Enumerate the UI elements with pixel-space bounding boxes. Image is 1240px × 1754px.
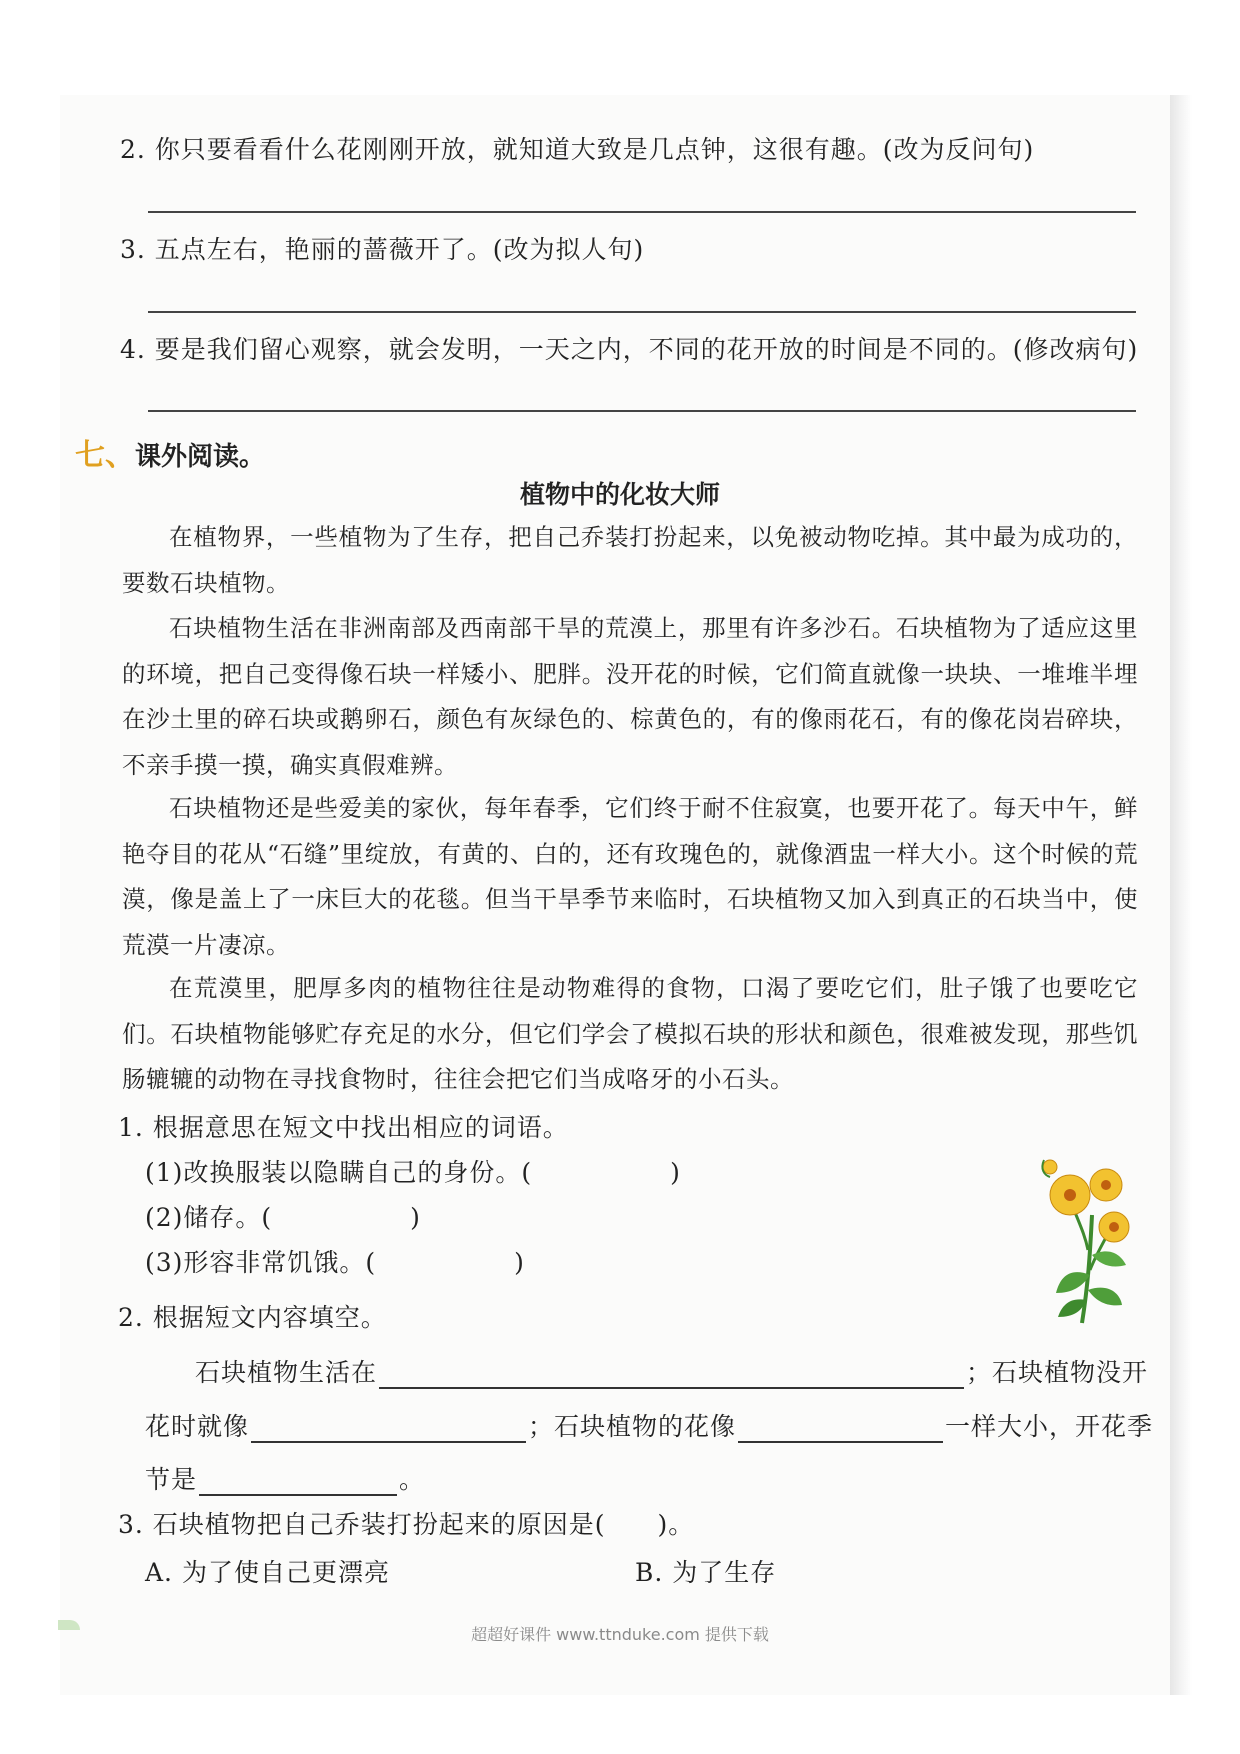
item-1-label: (1)改换服装以隐瞒自己的身份。( — [145, 1158, 533, 1187]
answer-line-3[interactable] — [148, 311, 1136, 313]
question-2-line-1 — [195, 1353, 1148, 1389]
question-1-item-1 — [145, 1153, 681, 1189]
q2-blank-2[interactable] — [251, 1415, 526, 1443]
passage-paragraph-2: 石块植物生活在非洲南部及西南部干旱的荒漠上，那里有许多沙石。石块植物为了适应这里的环境，把自己变得像石块一样矮小、肥胖。没开花的时候，它们简直就像一块块、一堆堆半埋在沙土里的碎石块或鹅卵石，颜色有灰绿色的、棕黄色的，有的像雨花石，有的像花岗岩碎块，不亲手摸一摸，确实真假难辨。 — [122, 614, 1138, 779]
question-1-stem: 1. 根据意思在短文中找出相应的词语。 — [118, 1113, 569, 1142]
item-2-close: ) — [410, 1203, 421, 1232]
q2-text-6: 节是 — [145, 1465, 198, 1494]
passage-paragraph-4: 在荒漠里，肥厚多肉的植物往往是动物难得的食物，口渴了要吃它们，肚子饿了也要吃它们。石块植物能够贮存充足的水分，但它们学会了模拟石块的形状和颜色，很难被发现，那些饥肠辘辘的动物在寻找食物时，往往会把它们当成咯牙的小石头。 — [122, 974, 1138, 1093]
page-edge-shadow — [1170, 95, 1192, 1695]
option-b[interactable]: B. 为了生存 — [635, 1558, 777, 1587]
rewrite-item-3: 3. 五点左右，艳丽的蔷薇开了。(改为拟人句) — [120, 235, 645, 264]
q2-blank-3[interactable] — [738, 1415, 943, 1443]
question-3-stem: 3. 石块植物把自己乔装打扮起来的原因是( )。 — [118, 1510, 695, 1539]
q2-blank-4[interactable] — [199, 1468, 397, 1496]
question-2-line-3 — [145, 1460, 425, 1496]
rewrite-item-2: 2. 你只要看看什么花刚刚开放，就知道大致是几点钟，这很有趣。(改为反问句) — [120, 135, 1035, 164]
footer-watermark: 超超好课件 www.ttnduke.com 提供下载 — [471, 1625, 769, 1644]
item-3-close: ) — [514, 1248, 525, 1277]
answer-line-4[interactable] — [148, 410, 1136, 412]
chrysanthemum-flower-icon — [1030, 1155, 1140, 1325]
q2-text-3: 花时就像 — [145, 1412, 250, 1441]
item-1-close: ) — [670, 1158, 681, 1187]
passage-paragraph-3: 石块植物还是些爱美的家伙，每年春季，它们终于耐不住寂寞，也要开花了。每天中午，鲜艳夺目的花从“石缝”里绽放，有黄的、白的，还有玫瑰色的，就像酒盅一样大小。这个时候的荒漠，像是盖上了一床巨大的花毯。但当干旱季节来临时，石块植物又加入到真正的石块当中，使荒漠一片凄凉。 — [122, 794, 1138, 959]
q2-text-1: 石块植物生活在 — [195, 1358, 378, 1387]
answer-line-2[interactable] — [148, 211, 1136, 213]
option-a[interactable]: A. 为了使自己更漂亮 — [145, 1558, 390, 1587]
q2-text-5: 一样大小，开花季 — [945, 1412, 1154, 1441]
q2-text-2: ；石块植物没开 — [966, 1358, 1149, 1387]
section-title-text: 课外阅读。 — [135, 442, 266, 472]
question-1-item-3 — [145, 1243, 525, 1279]
question-2-line-2 — [145, 1407, 1153, 1443]
rewrite-item-4: 4. 要是我们留心观察，就会发明，一天之内，不同的花开放的时间是不同的。(修改病句) — [120, 335, 1139, 364]
q2-text-4: ；石块植物的花像 — [528, 1412, 737, 1441]
passage-paragraph-1: 在植物界，一些植物为了生存，把自己乔装打扮起来，以免被动物吃掉。其中最为成功的，要数石块植物。 — [122, 523, 1138, 597]
section-number: 七、 — [75, 438, 135, 473]
section-heading — [75, 430, 265, 474]
item-3-label: (3)形容非常饥饿。( — [145, 1248, 377, 1277]
passage-title: 植物中的化妆大师 — [519, 480, 720, 509]
q2-blank-1[interactable] — [379, 1361, 964, 1389]
question-1-item-2 — [145, 1198, 421, 1234]
question-2-stem: 2. 根据短文内容填空。 — [118, 1303, 387, 1332]
item-2-label: (2)储存。( — [145, 1203, 273, 1232]
q2-text-7: 。 — [399, 1465, 426, 1494]
